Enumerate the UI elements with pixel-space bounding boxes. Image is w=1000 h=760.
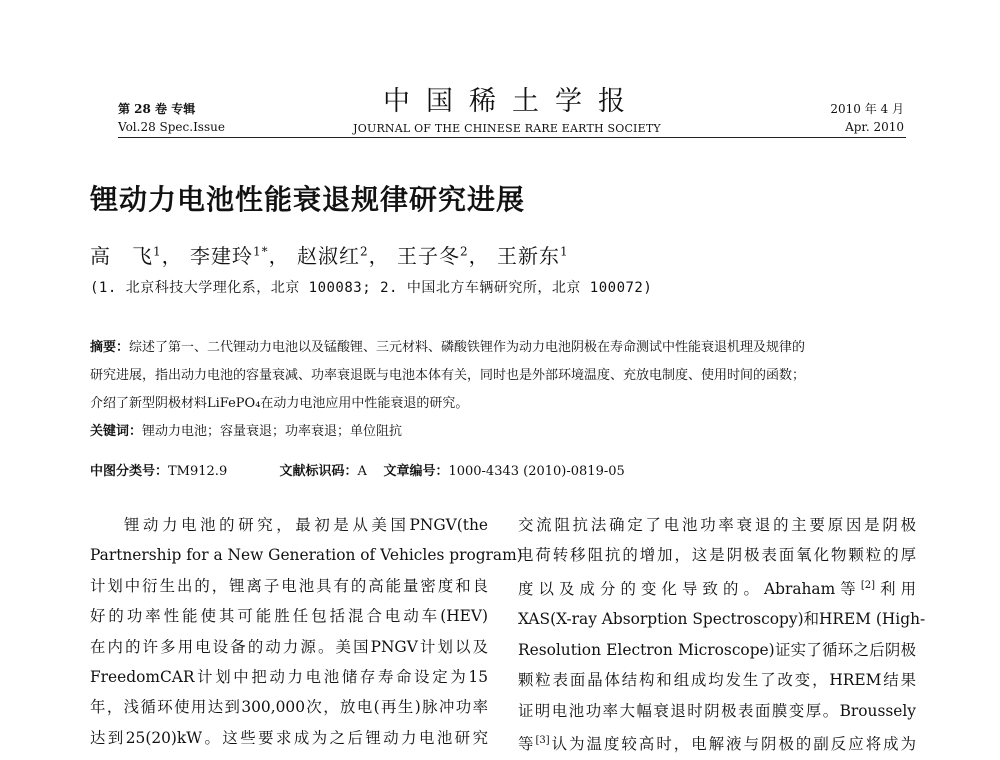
keywords: 锂动力电池；容量衰退；功率衰退；单位阻抗: [142, 424, 403, 439]
article-title: 锂动力电池性能衰退规律研究进展: [90, 183, 526, 216]
abstract-line: 介绍了新型阴极材料LiFePO₄在动力电池应用中性能衰退的研究。: [90, 396, 469, 411]
body-line: 年，浅循环使用达到300,000次，放电(再生)脉冲功率: [90, 698, 488, 717]
article-no-value: 1000-4343 (2010)-0819-05: [448, 464, 625, 479]
body-line: 好的功率性能使其可能胜任包括混合电动车(HEV): [90, 607, 488, 626]
author-separator: ，: [161, 244, 183, 268]
issue-date: [830, 100, 904, 136]
body-line-text: 利用: [874, 579, 916, 598]
body-line-text: 认为温度较高时，电解液与阴极的副反应将成为: [549, 735, 916, 754]
body-line: XAS(X-ray Absorption Spectroscopy)和HREM (High-: [518, 610, 926, 629]
author-separator: ，: [468, 244, 490, 268]
date-cn: 2010 年 4 月: [830, 102, 904, 116]
doc-code-label: 文献标识码：: [279, 464, 358, 479]
abstract-line: 研究进展，指出动力电池的容量衰减、功率衰退既与电池本体有关，同时也是外部环境温度、充放电制度、使用时间的函数；: [90, 368, 806, 383]
doc-code-value: A: [357, 464, 367, 479]
citation-ref: [3]: [535, 734, 550, 746]
author: 李建玲: [190, 244, 253, 268]
author-separator: ，: [368, 244, 390, 268]
body-line: Resolution Electron Microscope)证实了循环之后阴极: [518, 640, 916, 659]
author: 高 飞: [90, 244, 153, 268]
volume-info: [118, 100, 225, 136]
author: 王新东: [497, 244, 560, 268]
body-line: 计划中衍生出的，锂离子电池具有的高能量密度和良: [90, 576, 488, 595]
journal-masthead: [352, 86, 662, 138]
volume-en: Vol.28 Spec.Issue: [118, 120, 225, 134]
classification-line: [90, 460, 625, 479]
date-en: Apr. 2010: [845, 120, 904, 134]
abstract-label: 摘要：: [90, 340, 130, 355]
body-line: Partnership for a New Generation of Vehicles program): [90, 546, 523, 565]
author-affil-mark: 1: [560, 244, 569, 259]
author-separator: ，: [268, 244, 290, 268]
body-line: 锂动力电池的研究，最初是从美国PNGV(the: [124, 516, 488, 534]
author: 王子冬: [397, 244, 460, 268]
body-line: [518, 571, 916, 605]
author: 赵淑红: [297, 244, 360, 268]
body-line-text: 度以及成分的变化导致的。Abraham等: [518, 579, 861, 598]
volume-cn: 第 28 卷 专辑: [118, 102, 196, 116]
author-affil-mark: 2: [460, 244, 469, 259]
clc-value: TM912.9: [168, 464, 228, 479]
citation-ref: [2]: [860, 579, 875, 591]
author-affil-mark: 2: [360, 244, 369, 259]
body-column-right: [518, 510, 926, 760]
author-affil-mark: 1: [153, 244, 162, 259]
body-line: 达到25(20)kW。这些要求成为之后锂动力电池研究: [90, 728, 488, 747]
body-line: 在内的许多用电设备的动力源。美国PNGV计划以及: [90, 637, 488, 656]
body-line: FreedomCAR计划中把动力电池储存寿命设定为15: [90, 668, 488, 687]
abstract: [90, 334, 920, 446]
body-line: [518, 726, 916, 760]
journal-title-cn: 中国稀土学报: [383, 86, 641, 117]
keywords-label: 关键词：: [90, 424, 143, 439]
body-column-left: [90, 510, 523, 753]
journal-title-en: JOURNAL OF THE CHINESE RARE EARTH SOCIETY: [353, 122, 661, 135]
abstract-line: 综述了第一、二代锂动力电池以及锰酸锂、三元材料、磷酸铁锂作为动力电池阴极在寿命测试中性能衰退机理及规律的: [129, 340, 806, 355]
body-line: 颗粒表面晶体结构和组成均发生了改变，HREM结果: [518, 671, 916, 690]
article-no-label: 文章编号：: [383, 464, 449, 479]
header-divider: [118, 137, 906, 138]
author-affil-mark: 1*: [253, 244, 269, 259]
body-line: 交流阻抗法确定了电池功率衰退的主要原因是阴极: [518, 516, 916, 534]
body-line-text: 等: [518, 735, 536, 754]
body-line: 电荷转移阻抗的增加，这是阴极表面氧化物颗粒的厚: [518, 546, 916, 565]
body-line: 证明电池功率大幅衰退时阴极表面膜变厚。Broussely: [518, 701, 916, 720]
affiliation: (1. 北京科技大学理化系，北京 100083; 2. 中国北方车辆研究所，北京 100072): [90, 280, 653, 296]
clc-label: 中图分类号：: [90, 464, 169, 479]
author-list: [90, 240, 569, 269]
